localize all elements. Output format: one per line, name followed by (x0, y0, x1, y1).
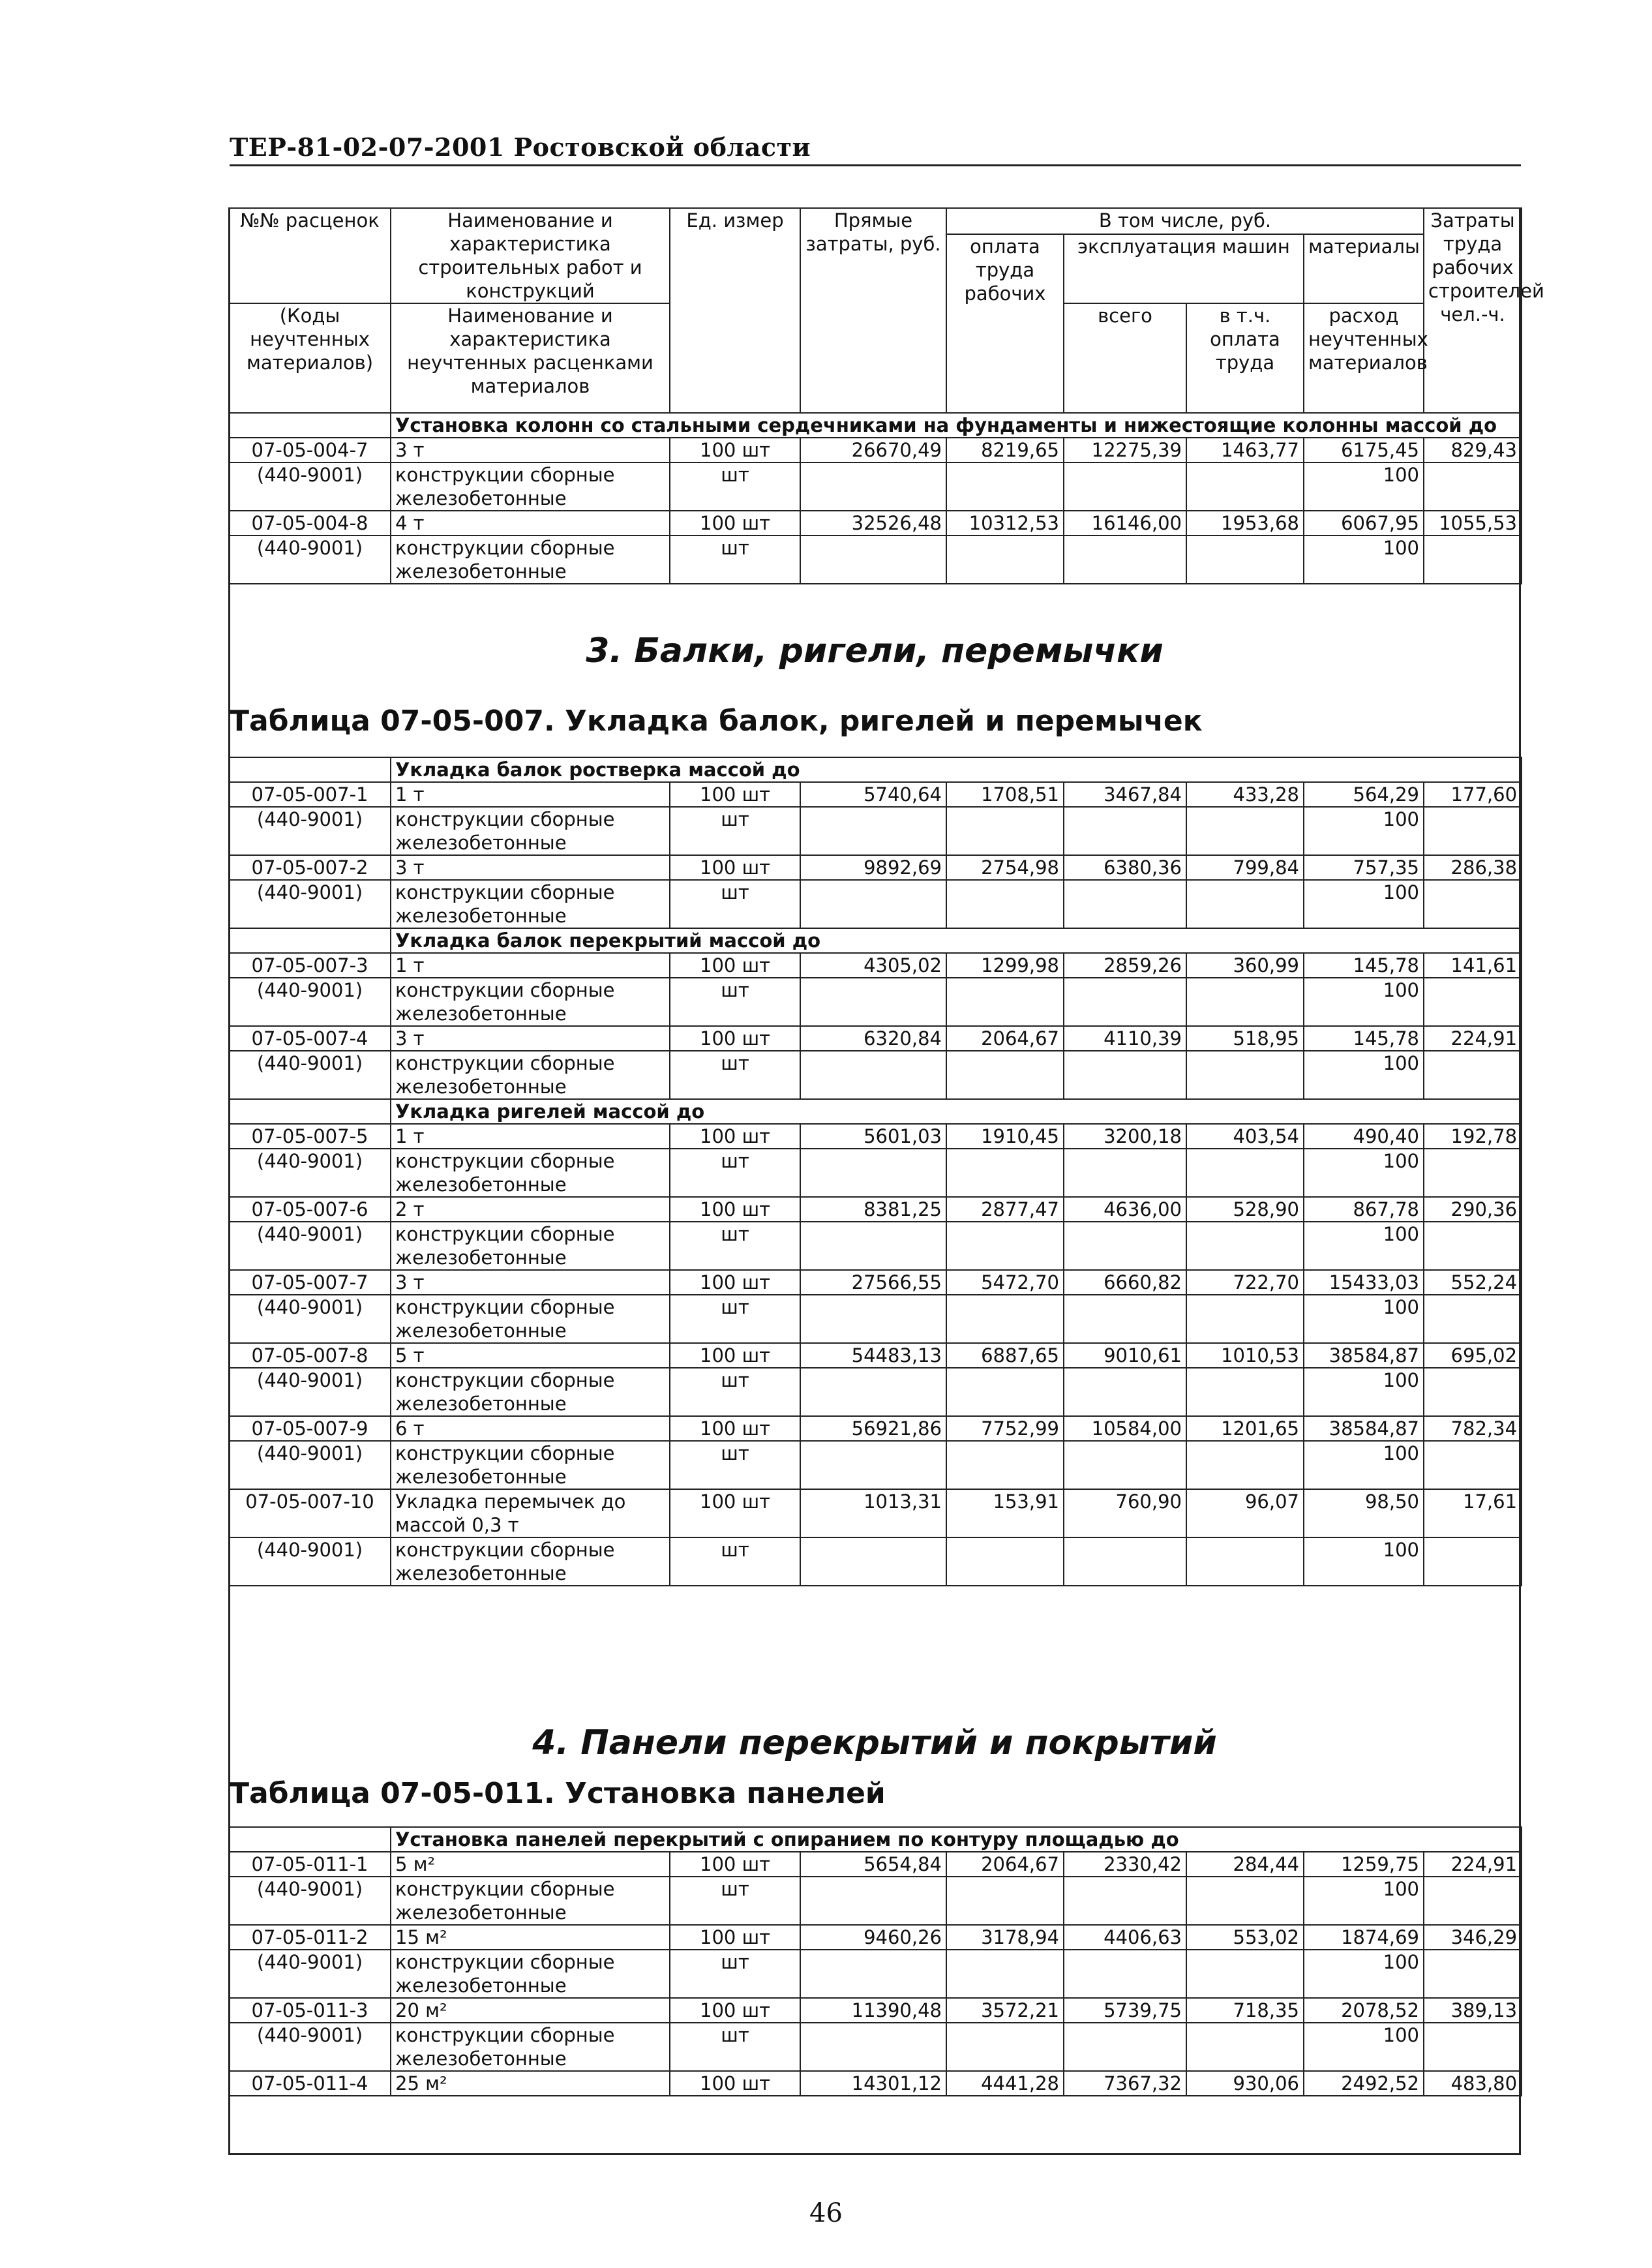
header-code-sub: (Коды неучтенных материалов) (229, 303, 391, 413)
table-row: 07-05-007-1 1 т 100 шт 5740,64 1708,51 3467,84 433,28 564,29 177,60 (440-9001) конструкции сборные железобетонные шт 100 (229, 782, 1522, 855)
group-row (229, 1099, 1522, 1124)
header-materials-sub: расход неучтенных материалов (1304, 303, 1424, 413)
table-row: 07-05-004-8 4 т 100 шт 32526,48 10312,53 16146,00 1953,68 6067,95 1055,53 (440-9001) конструкции сборные железобетонные шт 100 (229, 511, 1522, 584)
table-title-panels: Таблица 07-05-011. Установка панелей (230, 1777, 886, 1810)
table-row: 07-05-011-2 15 м² 100 шт 9460,26 3178,94 4406,63 553,02 1874,69 346,29 (440-9001) конструкции сборные железобетонные шт 100 (229, 1925, 1522, 1998)
header-unit: Ед. измер (670, 208, 800, 413)
table-row: 07-05-007-3 1 т 100 шт 4305,02 1299,98 2859,26 360,99 145,78 141,61 (440-9001) конструкции сборные железобетонные шт 100 (229, 953, 1522, 1026)
group-label: Установка колонн со стальными сердечниками на фундаменты и нижестоящие колонны массой до (391, 413, 1522, 438)
table-row: 07-05-007-5 1 т 100 шт 5601,03 1910,45 3200,18 403,54 490,40 192,78 (440-9001) конструкции сборные железобетонные шт 100 (229, 1124, 1522, 1197)
header-code: №№ расценок (229, 208, 391, 303)
header-name-sub: Наименование и характеристика неучтенных расценками материалов (391, 303, 670, 413)
group-row (229, 757, 1522, 782)
group-label: Укладка балок ростверка массой до (391, 757, 1522, 782)
header-machines-total: всего (1064, 303, 1186, 413)
header-including: В том числе, руб. (946, 208, 1424, 234)
table-row: 07-05-011-1 5 м² 100 шт 5654,84 2064,67 2330,42 284,44 1259,75 224,91 (440-9001) конструкции сборные железобетонные шт 100 (229, 1852, 1522, 1925)
header-materials: материалы (1304, 234, 1424, 303)
group-label: Укладка балок перекрытий массой до (391, 928, 1522, 953)
table-row: 07-05-007-2 3 т 100 шт 9892,69 2754,98 6380,36 799,84 757,35 286,38 (440-9001) конструкции сборные железобетонные шт 100 (229, 855, 1522, 928)
header-direct: Прямые затраты, руб. (800, 208, 946, 413)
table-row: 07-05-011-3 20 м² 100 шт 11390,48 3572,21 5739,75 718,35 2078,52 389,13 (440-9001) конструкции сборные железобетонные шт 100 (229, 1998, 1522, 2071)
header-machines: эксплуатация машин (1064, 234, 1304, 303)
section-title-beams: 3. Балки, ригели, перемычки (586, 631, 1164, 671)
rates-table-beams (228, 757, 1522, 1586)
group-row (229, 1827, 1522, 1852)
table-row: 07-05-007-8 5 т 100 шт 54483,13 6887,65 9010,61 1010,53 38584,87 695,02 (440-9001) конструкции сборные железобетонные шт 100 (229, 1343, 1522, 1416)
table-row: 07-05-011-4 25 м² 100 шт 14301,12 4441,28 7367,32 930,06 2492,52 483,80 (229, 2071, 1522, 2096)
header-machines-drivers: в т.ч. оплата труда (1186, 303, 1304, 413)
group-label: Укладка ригелей массой до (391, 1099, 1522, 1124)
table-title-beams: Таблица 07-05-007. Укладка балок, ригелей и перемычек (230, 704, 1203, 738)
table-row: 07-05-007-6 2 т 100 шт 8381,25 2877,47 4636,00 528,90 867,78 290,36 (440-9001) конструкции сборные железобетонные шт 100 (229, 1197, 1522, 1270)
table-row: 07-05-007-4 3 т 100 шт 6320,84 2064,67 4110,39 518,95 145,78 224,91 (440-9001) конструкции сборные железобетонные шт 100 (229, 1026, 1522, 1099)
document-header (230, 128, 1521, 166)
page-number: 46 (809, 2198, 843, 2228)
table-row: 07-05-004-7 3 т 100 шт 26670,49 8219,65 12275,39 1463,77 6175,45 829,43 (440-9001) конструкции сборные железобетонные шт 100 (229, 438, 1522, 511)
group-row (229, 928, 1522, 953)
document-title: ТЕР-81-02-07-2001 Ростовской области (230, 132, 811, 162)
section-title-panels: 4. Панели перекрытий и покрытий (532, 1723, 1217, 1762)
table-row: 07-05-007-9 6 т 100 шт 56921,86 7752,99 10584,00 1201,65 38584,87 782,34 (440-9001) конструкции сборные железобетонные шт 100 (229, 1416, 1522, 1489)
rates-table-header (228, 207, 1544, 584)
header-wage: оплата труда рабочих (946, 234, 1064, 413)
table-row: 07-05-007-7 3 т 100 шт 27566,55 5472,70 6660,82 722,70 15433,03 552,24 (440-9001) конструкции сборные железобетонные шт 100 (229, 1270, 1522, 1343)
table-row: 07-05-007-10 Укладка перемычек до массой 0,3 т 100 шт 1013,31 153,91 760,90 96,07 98,50 17,61 (440-9001) конструкции сборные железобетонные шт 100 (229, 1489, 1522, 1586)
group-label: Установка панелей перекрытий с опиранием по контуру площадью до (391, 1827, 1522, 1852)
header-name: Наименование и характеристика строительных работ и конструкций (391, 208, 670, 303)
header-labor: Затраты труда рабочих строителей чел.-ч. (1424, 208, 1522, 413)
rates-table-panels (228, 1826, 1522, 2096)
